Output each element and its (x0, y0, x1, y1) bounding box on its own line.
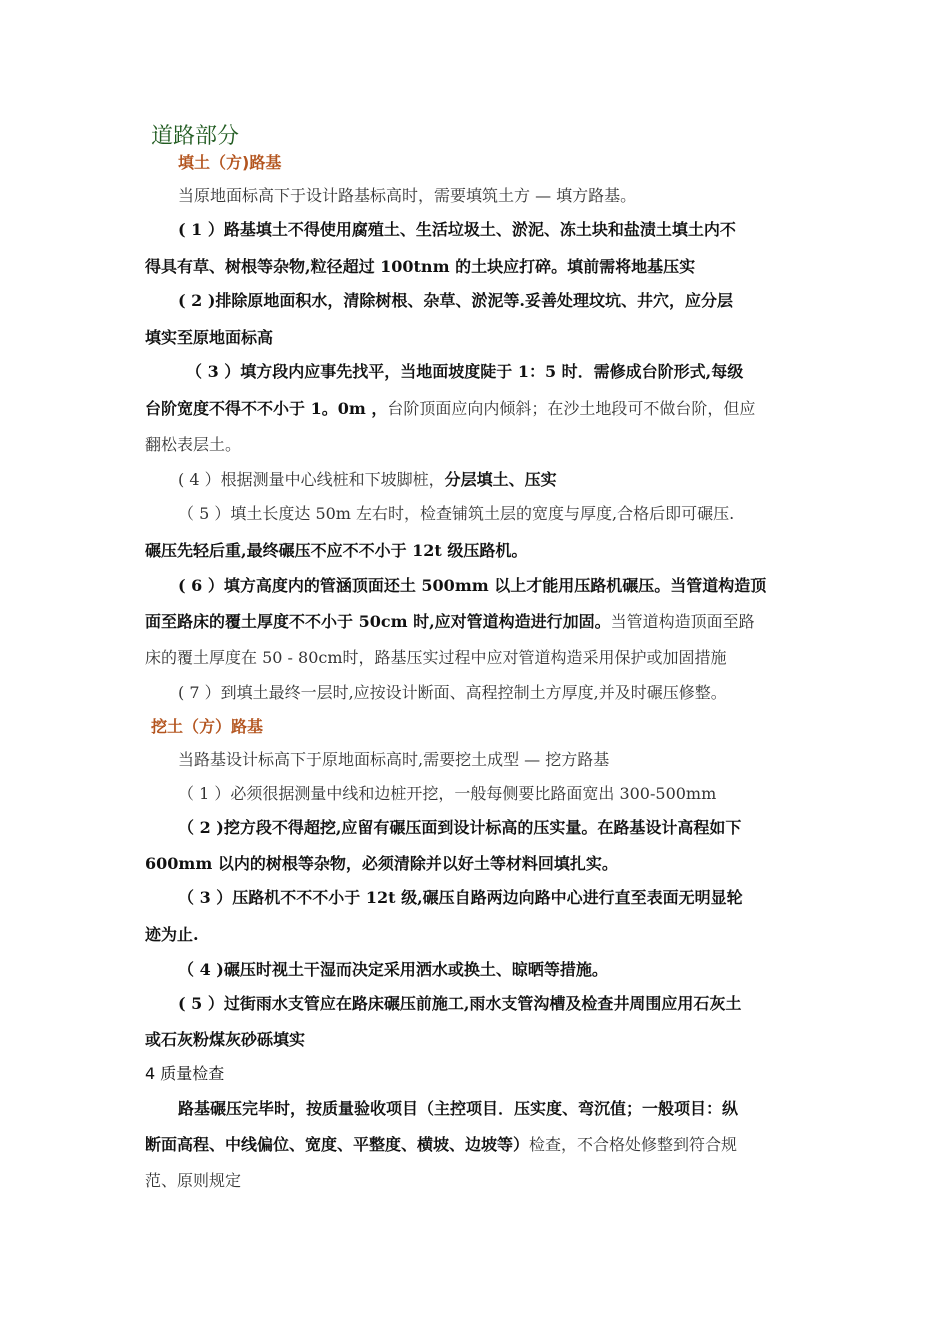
cut-item-3-line-2: 迹为止. (145, 925, 199, 944)
fill-item-2-line-1: ( 2 )排除原地面积水，清除树根、杂草、淤泥等.妥善处理坟坑、井穴，应分层 (178, 291, 733, 310)
fill-item-3-line-3: 翻松表层土。 (145, 435, 242, 454)
cut-item-3-line-1: （ 3 ）压路机不不不小于 12t 级,碾压自路两边向路中心进行直至表面无明显轮 (178, 888, 743, 907)
quality-line-1: 路基碾压完毕时，按质量验收项目（主控项目．压实度、弯沉值；一般项目：纵 (178, 1099, 739, 1118)
fill-item-6-line-1: ( 6 ）填方高度内的管涵顶面还土 500mm 以上才能用压路机碾压。当管道构造顶 (178, 576, 767, 595)
fill-item-5-line-2: 碾压先轻后重,最终碾压不应不不小于 12t 级压路机。 (145, 541, 528, 560)
fill-item-1-line-2: 得具有草、树根等杂物,粒径超过 100tnm 的土块应打碎。填前需将地基压实 (145, 257, 696, 276)
cut-item-5-line-2: 或石灰粉煤灰砂砾填实 (145, 1030, 306, 1049)
fill-item-4-bold-part: 分层填土、压实 (444, 470, 557, 489)
quality-line-3: 范、原则规定 (145, 1171, 242, 1190)
fill-subgrade-heading: 填土（方)路基 (178, 153, 282, 172)
fill-item-4 (178, 469, 557, 491)
fill-item-6-line-3: 床的覆土厚度在 50 - 80cm时，路基压实过程中应对管道构造采用保护或加固措施 (145, 648, 727, 667)
cut-item-2-line-2: 600mm 以内的树根等杂物，必须清除并以好土等材料回填扎实。 (145, 854, 618, 873)
fill-intro: 当原地面标高下于设计路基标高时，需要填筑土方 — 填方路基。 (178, 186, 637, 205)
quality-line-2 (145, 1134, 737, 1156)
cut-item-1: （ 1 ）必须很据测量中线和边桩开挖，一般每侧要比路面宽出 300-500mm (178, 784, 717, 803)
cut-item-2-line-1: （ 2 )挖方段不得超挖,应留有碾压面到设计标高的压实量。在路基设计高程如下 (178, 818, 742, 837)
fill-item-2-line-2: 填实至原地面标高 (145, 328, 274, 347)
page-title: 道路部分 (151, 124, 240, 149)
quality-check-heading: 4 质量检查 (145, 1064, 225, 1083)
fill-item-6-normal-part: 当管道构造顶面至路 (610, 612, 755, 631)
cut-subgrade-heading: 挖土（方）路基 (151, 717, 264, 736)
cut-intro: 当路基设计标高下于原地面标高时,需要挖土成型 — 挖方路基 (178, 750, 610, 769)
cut-item-4: （ 4 )碾压时视土干湿而决定采用洒水或换土、晾晒等措施。 (178, 960, 608, 979)
fill-item-6-line-2 (145, 611, 755, 633)
quality-line-2-bold-part: 断面高程、中线偏位、宽度、平整度、横坡、边坡等） (145, 1135, 530, 1154)
fill-item-7: ( 7 ）到填土最终一层时,应按设计断面、高程控制土方厚度,并及时碾压修整。 (178, 683, 727, 702)
fill-item-3-line-1: （ 3 ）填方段内应事先找平，当地面坡度陡于 1：5 时．需修成台阶形式,每级 (186, 362, 744, 381)
quality-line-2-normal-part: 检查，不合格处修整到符合规 (529, 1135, 738, 1154)
fill-item-1-line-1: ( 1 ）路基填土不得使用腐殖土、生活垃圾土、淤泥、冻土块和盐渍土填土内不 (178, 220, 736, 239)
fill-item-4-normal-part: ( 4 ）根据测量中心线桩和下坡脚桩， (178, 470, 445, 489)
cut-item-5-line-1: ( 5 ）过街雨水支管应在路床碾压前施工,雨水支管沟槽及检查井周围应用石灰土 (178, 994, 742, 1013)
fill-item-5-line-1: （ 5 ）填土长度达 50m 左右时，检查铺筑土层的宽度与厚度,合格后即可碾压. (178, 504, 735, 523)
fill-item-3-line-2 (145, 398, 755, 420)
fill-item-3-bold-part: 台阶宽度不得不不小于 1。0m ， (145, 399, 388, 418)
fill-item-6-bold-part: 面至路床的覆土厚度不不小于 50cm 时,应对管道构造进行加固。 (145, 612, 611, 631)
fill-item-3-normal-part: 台阶顶面应向内倾斜；在沙土地段可不做台阶，但应 (387, 399, 756, 418)
